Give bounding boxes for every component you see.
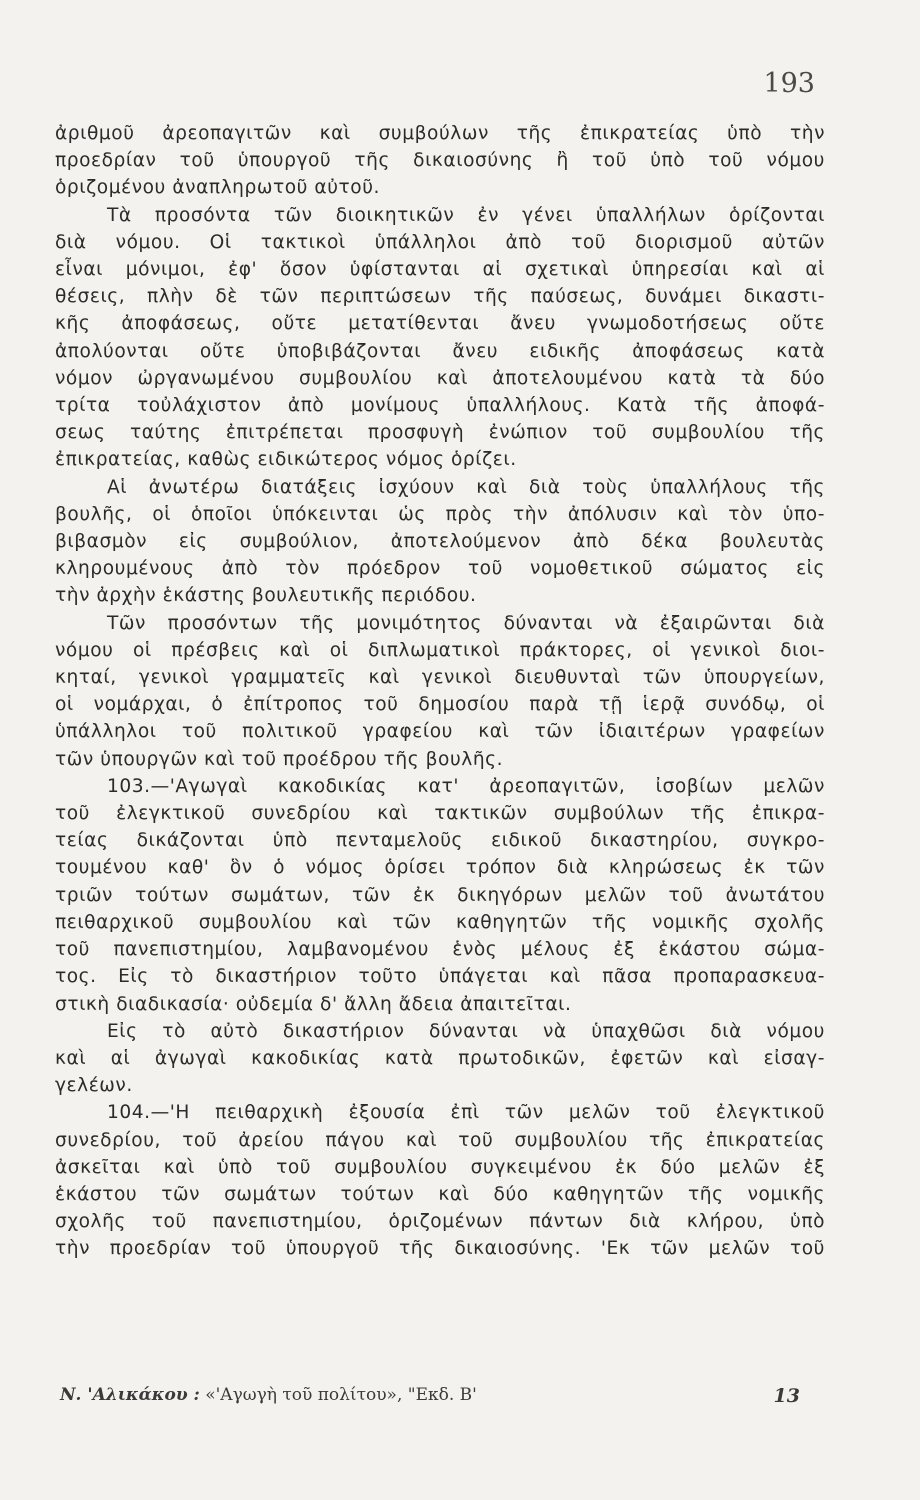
text-line: προεδρίαν τοῦ ὑπουργοῦ τῆς δικαιοσύνης ἢ τοῦ ὑπὸ τοῦ νόμου <box>55 150 825 172</box>
text-line: νόμον ὠργανωμένου συμβουλίου καὶ ἀποτελουμένου κατὰ τὰ δύο <box>55 367 825 389</box>
text-line: τοῦ ἐλεγκτικοῦ συνεδρίου καὶ τακτικῶν συμβούλων τῆς ἐπικρα- <box>55 803 825 825</box>
text-line: τείας δικάζονται ὑπὸ πενταμελοῦς ειδικοῦ δικαστηρίου, συγκρο- <box>55 830 825 852</box>
text-line: νόμου οἱ πρέσβεις καὶ οἱ διπλωματικοὶ πράκτορες, οἱ γενικοὶ διοι- <box>55 639 825 661</box>
text-line: Τὰ προσόντα τῶν διοικητικῶν ἐν γένει ὑπαλλήλων ὁρίζονται <box>107 204 825 226</box>
text-line: τρίτα τοὐλάχιστον ἀπὸ μονίμους ὑπαλλήλους. Κατὰ τῆς ἀποφά- <box>55 395 825 417</box>
text-line: πειθαρχικοῦ συμβουλίου καὶ τῶν καθηγητῶν τῆς νομικῆς σχολῆς <box>55 911 825 933</box>
signature-mark: 13 <box>773 1385 800 1407</box>
footer-title: «'Αγωγὴ τοῦ πολίτου», "Εκδ. Β' <box>205 1385 477 1405</box>
text-line: Τῶν προσόντων τῆς μονιμότητος δύνανται νὰ ἐξαιρῶνται διὰ <box>107 612 825 634</box>
text-line: γελέων. <box>55 1075 133 1097</box>
text-line: 104.—'Η πειθαρχικὴ ἐξουσία ἐπὶ τῶν μελῶν τοῦ ἐλεγκτικοῦ <box>107 1102 825 1124</box>
text-line: βουλῆς, οἱ ὁποῖοι ὑπόκεινται ὡς πρὸς τὴν ἀπόλυσιν καὶ τὸν ὑπο- <box>55 503 825 525</box>
text-line: συνεδρίου, τοῦ ἀρείου πάγου καὶ τοῦ συμβουλίου τῆς ἐπικρατείας <box>55 1129 825 1151</box>
text-line: κηταί, γενικοὶ γραμματεῖς καὶ γενικοὶ διευθυνταὶ τῶν ὑπουργείων, <box>55 667 825 689</box>
text-line: τῶν ὑπουργῶν καὶ τοῦ προέδρου τῆς βουλῆς. <box>55 748 504 770</box>
text-line: ὑπάλληλοι τοῦ πολιτικοῦ γραφείου καὶ τῶν ἰδιαιτέρων γραφείων <box>55 721 825 743</box>
footer-author: Ν. 'Αλικάκου : <box>60 1385 200 1405</box>
text-line: ὁριζομένου ἀναπληρωτοῦ αὐτοῦ. <box>55 177 380 199</box>
text-line: εἶναι μόνιμοι, ἐφ' ὅσον ὑφίστανται αἱ σχετικαὶ ὑπηρεσίαι καὶ αἱ <box>55 259 825 281</box>
text-line: τριῶν τούτων σωμάτων, τῶν ἐκ δικηγόρων μελῶν τοῦ ἀνωτάτου <box>55 884 825 906</box>
text-line: τος. Εἰς τὸ δικαστήριον τοῦτο ὑπάγεται καὶ πᾶσα προπαρασκευα- <box>55 966 825 988</box>
text-line: τοῦ πανεπιστημίου, λαμβανομένου ἑνὸς μέλους ἐξ ἑκάστου σώμα- <box>55 939 825 961</box>
page-number: 193 <box>763 68 815 99</box>
text-line: καὶ αἱ ἀγωγαὶ κακοδικίας κατὰ πρωτοδικῶν, ἐφετῶν καὶ εἰσαγ- <box>55 1047 825 1069</box>
text-line: σεως ταύτης ἐπιτρέπεται προσφυγὴ ἐνώπιον τοῦ συμβουλίου τῆς <box>55 422 825 444</box>
text-line: διὰ νόμου. Οἱ τακτικοὶ ὑπάλληλοι ἀπὸ τοῦ διορισμοῦ αὐτῶν <box>55 231 825 253</box>
body-text <box>55 120 825 1263</box>
text-line: κῆς ἀποφάσεως, οὔτε μετατίθενται ἄνευ γνωμοδοτήσεως οὔτε <box>55 313 825 335</box>
text-line: τουμένου καθ' ὃν ὁ νόμος ὁρίσει τρόπον διὰ κληρώσεως ἐκ τῶν <box>55 857 825 879</box>
text-line: ἐπικρατείας, καθὼς ειδικώτερος νόμος ὁρίζει. <box>55 449 517 471</box>
text-line: ἀπολύονται οὔτε ὑποβιβάζονται ἄνευ ειδικῆς ἀποφάσεως κατὰ <box>55 340 825 362</box>
text-line: 103.—'Αγωγαὶ κακοδικίας κατ' ἀρεοπαγιτῶν, ἰσοβίων μελῶν <box>107 775 825 797</box>
text-line: σχολῆς τοῦ πανεπιστημίου, ὁριζομένων πάντων διὰ κλήρου, ὑπὸ <box>55 1211 825 1233</box>
text-line: κληρουμένους ἀπὸ τὸν πρόεδρον τοῦ νομοθετικοῦ σώματος εἰς <box>55 558 825 580</box>
text-line: βιβασμὸν εἰς συμβούλιον, ἀποτελούμενον ἀπὸ δέκα βουλευτὰς <box>55 531 825 553</box>
text-line: Αἱ ἀνωτέρω διατάξεις ἰσχύουν καὶ διὰ τοὺς ὑπαλλήλους τῆς <box>107 476 825 498</box>
text-line: τὴν ἀρχὴν ἑκάστης βουλευτικῆς περιόδου. <box>55 585 477 607</box>
text-line: ἀσκεῖται καὶ ὑπὸ τοῦ συμβουλίου συγκειμένου ἐκ δύο μελῶν ἐξ <box>55 1156 825 1178</box>
text-line: τὴν προεδρίαν τοῦ ὑπουργοῦ τῆς δικαιοσύνης. 'Εκ τῶν μελῶν τοῦ <box>55 1238 825 1260</box>
text-line: ἑκάστου τῶν σωμάτων τούτων καὶ δύο καθηγητῶν τῆς νομικῆς <box>55 1183 825 1205</box>
footer <box>60 1385 800 1405</box>
text-line: στικὴ διαδικασία· οὐδεμία δ' ἄλλη ἄδεια ἀπαιτεῖται. <box>55 993 572 1015</box>
text-line: οἱ νομάρχαι, ὁ ἐπίτροπος τοῦ δημοσίου παρὰ τῇ ἱερᾷ συνόδῳ, οἱ <box>55 694 825 716</box>
text-line: Εἰς τὸ αὐτὸ δικαστήριον δύνανται νὰ ὑπαχθῶσι διὰ νόμου <box>107 1020 825 1042</box>
text-line: ἀριθμοῦ ἀρεοπαγιτῶν καὶ συμβούλων τῆς ἐπικρατείας ὑπὸ τὴν <box>55 123 825 144</box>
text-line: θέσεις, πλὴν δὲ τῶν περιπτώσεων τῆς παύσεως, δυνάμει δικαστι- <box>55 286 825 308</box>
